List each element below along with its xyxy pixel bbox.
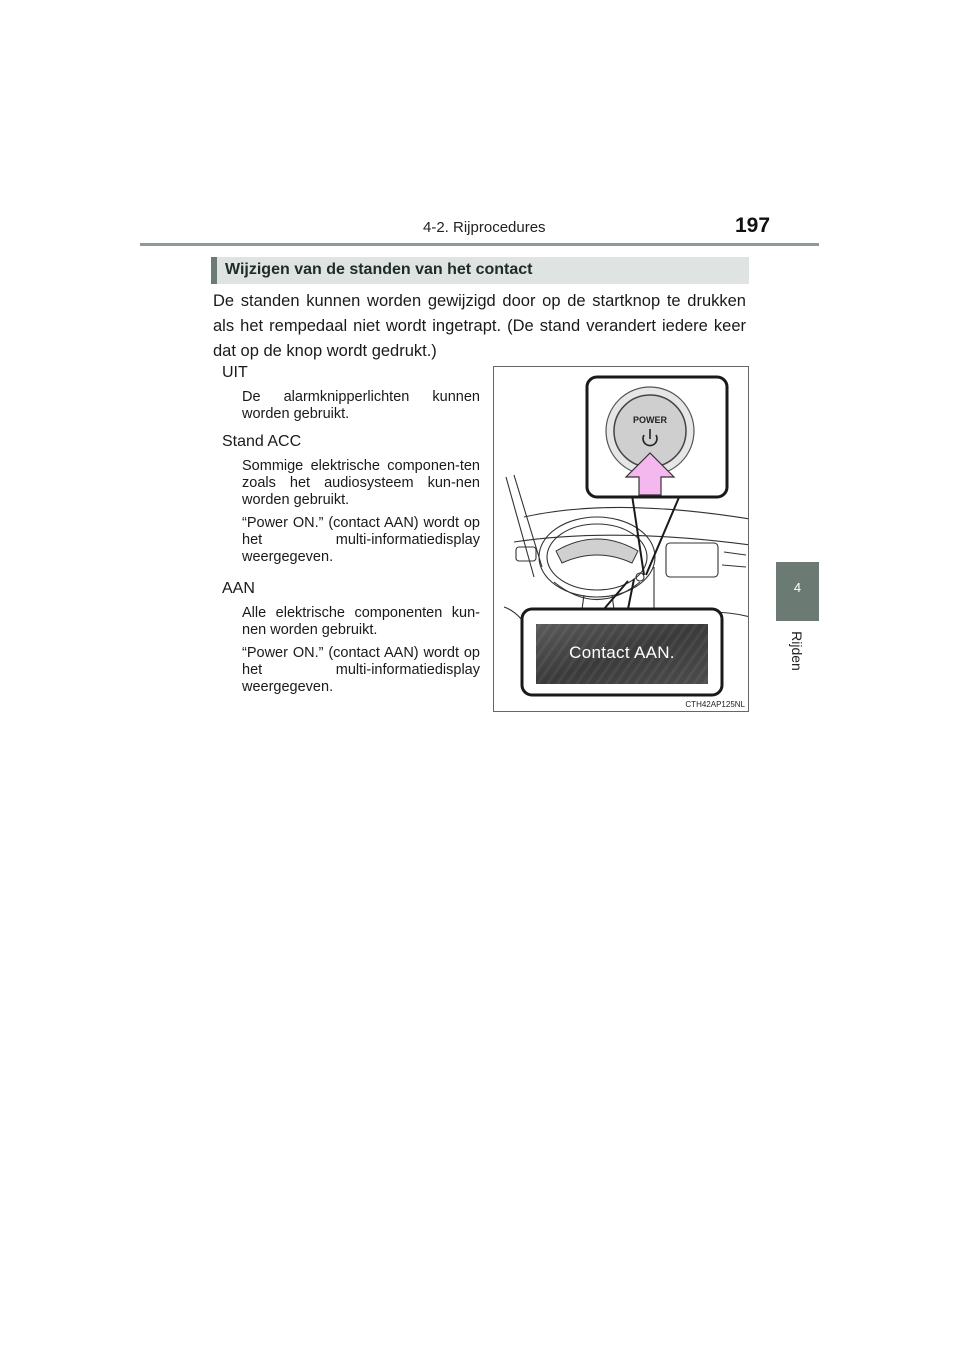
- mode-title: UIT: [222, 364, 248, 381]
- dashboard-illustration: [493, 366, 749, 712]
- gauge-cluster: [556, 539, 638, 563]
- section-title-accent: [211, 257, 217, 284]
- mode-description: “Power ON.” (contact AAN) wordt op het multi-informatiedisplay weergegeven.: [242, 515, 480, 565]
- section-title: Wijzigen van de standen van het contact: [225, 261, 533, 278]
- mode-off: [222, 363, 480, 423]
- chapter-tab-number: 4: [793, 580, 802, 595]
- header-rule: [140, 243, 819, 246]
- chapter-tab: [776, 562, 819, 621]
- intro-paragraph: De standen kunnen worden gewijzigd door op de startknop te drukken als het rempedaal niet wordt ingetrapt. (De stand verandert iedere keer dat op de knop wordt gedrukt.): [213, 292, 746, 360]
- chapter-tab-label: Rijden: [789, 631, 805, 671]
- running-header-section: 4-2. Rijprocedures: [423, 219, 546, 236]
- figure-code: CTH42AP125NL: [685, 700, 745, 709]
- section-title-bar: [211, 257, 749, 284]
- mode-description: De alarmknipperlichten kunnen worden gebruikt.: [242, 389, 480, 422]
- display-message: Contact AAN.: [569, 643, 675, 662]
- mode-on: [222, 579, 480, 696]
- mode-description: Alle elektrische componenten kun-nen worden gebruikt.: [242, 605, 480, 638]
- page-number: 197: [735, 214, 771, 237]
- mode-description: Sommige elektrische componen-ten zoals het audiosysteem kun-nen worden gebruikt.: [242, 458, 480, 508]
- callout-lines: [632, 495, 680, 575]
- mode-title: AAN: [222, 580, 255, 597]
- mode-title: Stand ACC: [222, 433, 302, 450]
- mode-description: “Power ON.” (contact AAN) wordt op het multi-informatiedisplay weergegeven.: [242, 645, 480, 695]
- power-button-label: POWER: [632, 415, 667, 425]
- mode-acc: [222, 432, 480, 566]
